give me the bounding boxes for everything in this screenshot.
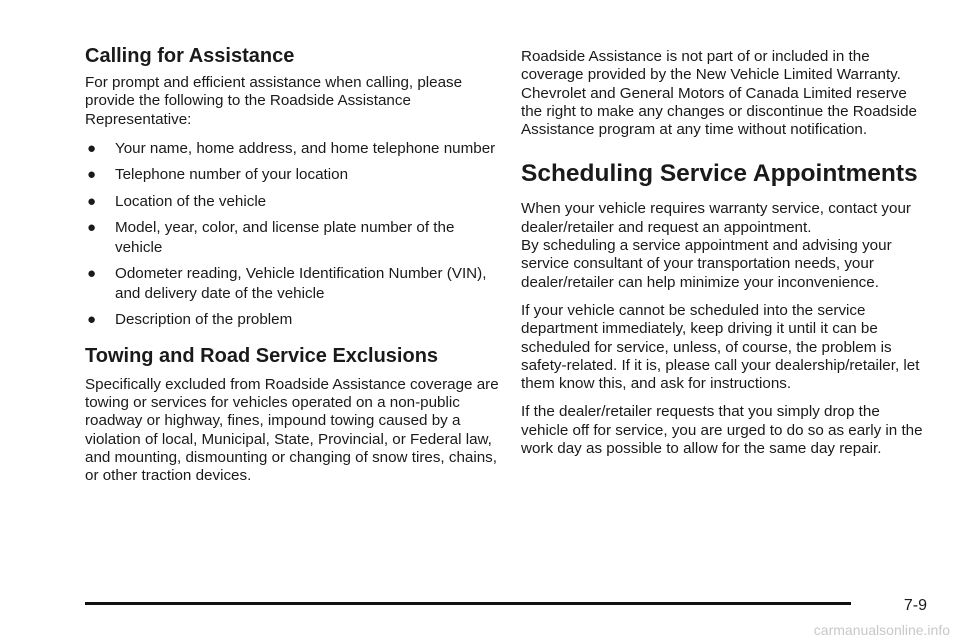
list-item: ● Location of the vehicle <box>87 192 267 210</box>
bullet-icon: ● <box>87 139 97 157</box>
heading-towing-exclusions: Towing and Road Service Exclusions <box>85 344 439 367</box>
page-number: 7-9 <box>903 597 927 614</box>
bullet-icon: ● <box>87 192 97 210</box>
calling-intro-paragraph: For prompt and efficient assistance when calling, please provide the following to the Roadside Assistance Representative: <box>85 74 463 128</box>
bullet-icon: ● <box>87 265 97 283</box>
watermark: carmanualsonline.info <box>813 622 950 638</box>
heading-calling-for-assistance: Calling for Assistance <box>85 45 295 67</box>
list-item: ● Odometer reading, Vehicle Identification Number (VIN), and delivery date of the vehicle <box>87 265 487 302</box>
assistance-info-list <box>85 139 500 330</box>
left-column <box>85 44 500 486</box>
scheduling-paragraph-1b: By scheduling a service appointment and advising your service consultant of your transportation needs, your dealer/retailer can help minimize your inconvenience. <box>521 237 892 291</box>
right-column <box>521 48 931 458</box>
list-item: ● Telephone number of your location <box>87 166 349 184</box>
bullet-icon: ● <box>87 166 97 184</box>
bullet-icon: ● <box>87 311 97 329</box>
bullet-icon: ● <box>87 219 97 237</box>
scheduling-paragraph-3: If the dealer/retailer requests that you simply drop the vehicle off for service, you are urged to do so as early in the work day as possible to allow for the same day repair. <box>521 403 923 458</box>
towing-exclusions-paragraph: Specifically excluded from Roadside Assistance coverage are towing or services for vehicles operated on a non-public roadway or highway, fines, impound towing caused by a violation of local, Municipal, State, Provincial, or Federal law, and mounting, dismounting or changing of snow tires, chains, or other traction devices. <box>85 375 499 485</box>
warranty-disclaimer-paragraph: Roadside Assistance is not part of or included in the coverage provided by the New Vehicle Limited Warranty. Chevrolet and General Motors of Canada Limited reserve the right to make any changes or discontinue the Roadside Assistance program at any time without notification. <box>521 48 917 139</box>
footer-divider <box>85 602 851 605</box>
scheduling-paragraph-1a: When your vehicle requires warranty service, contact your dealer/retailer and request an appointment. <box>521 200 911 236</box>
scheduling-paragraph-2: If your vehicle cannot be scheduled into the service department immediately, keep driving it until it can be scheduled for service, unless, of course, the problem is safety-related. If it is, please call your dealership/retailer, let them know this, and ask for instructions. <box>521 301 920 393</box>
list-item: ● Your name, home address, and home telephone number <box>87 139 496 157</box>
list-item: ● Model, year, color, and license plate number of the vehicle <box>87 219 455 256</box>
heading-scheduling-service-appointments: Scheduling Service Appointments <box>521 160 918 188</box>
list-item: ● Description of the problem <box>87 311 293 329</box>
